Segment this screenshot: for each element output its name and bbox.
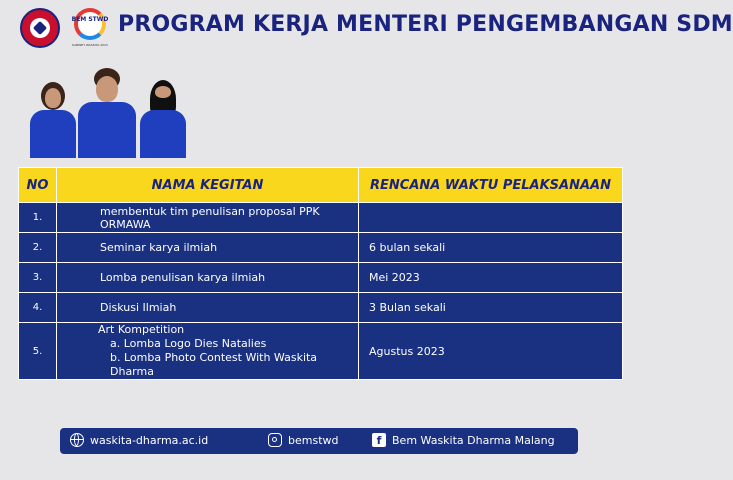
person-left [30,82,76,158]
program-table [18,167,623,380]
instagram-text: bemstwd [288,434,339,447]
row-kegiatan: membentuk tim penulisan proposal PPK ORMAWA [57,203,359,233]
row-waktu: 3 Bulan sekali [359,293,623,323]
row-kegiatan: Diskusi Ilmiah [57,293,359,323]
column-header-waktu: RENCANA WAKTU PELAKSANAAN [359,168,623,203]
column-header-kegiatan: NAMA KEGITAN [57,168,359,203]
row-kegiatan: Seminar karya ilmiah [57,233,359,263]
bem-logo-subtext: KABINET WASKITA 2023 [72,43,108,47]
row-number: 5. [19,323,57,380]
row-number: 2. [19,233,57,263]
person-center [78,68,136,158]
facebook-icon: f [372,433,386,447]
row-waktu: Mei 2023 [359,263,623,293]
footer-website[interactable] [70,428,208,454]
row-waktu: Agustus 2023 [359,323,623,380]
row-kegiatan-main: Art Kompetition [98,323,185,336]
footer-instagram[interactable] [268,428,339,454]
team-photo [22,68,190,158]
instagram-icon [268,433,282,447]
table-row [19,293,623,323]
row-kegiatan: Lomba penulisan karya ilmiah [57,263,359,293]
table-row [19,203,623,233]
footer-facebook[interactable] [372,428,555,454]
page-title: PROGRAM KERJA MENTERI PENGEMBANGAN SDM [118,12,733,37]
column-header-no: NO [19,168,57,203]
globe-icon [70,433,84,447]
row-number: 4. [19,293,57,323]
table-row [19,263,623,293]
row-number: 1. [19,203,57,233]
university-logo [20,8,60,48]
row-kegiatan [57,323,359,380]
row-number: 3. [19,263,57,293]
bem-logo [70,8,110,48]
table-row [19,323,623,380]
bem-logo-text: BEM STWD [71,16,109,23]
footer-bar [60,428,578,454]
row-waktu [359,203,623,233]
row-waktu: 6 bulan sekali [359,233,623,263]
table-row [19,233,623,263]
row-kegiatan-sub-item: a. Lomba Logo Dies Natalies [110,337,267,350]
table-header-row [19,168,623,203]
person-right [140,80,186,158]
row-kegiatan-sub-item: b. Lomba Photo Contest With Waskita Dharma [110,351,318,378]
website-text: waskita-dharma.ac.id [90,434,209,447]
facebook-text: Bem Waskita Dharma Malang [392,434,555,447]
